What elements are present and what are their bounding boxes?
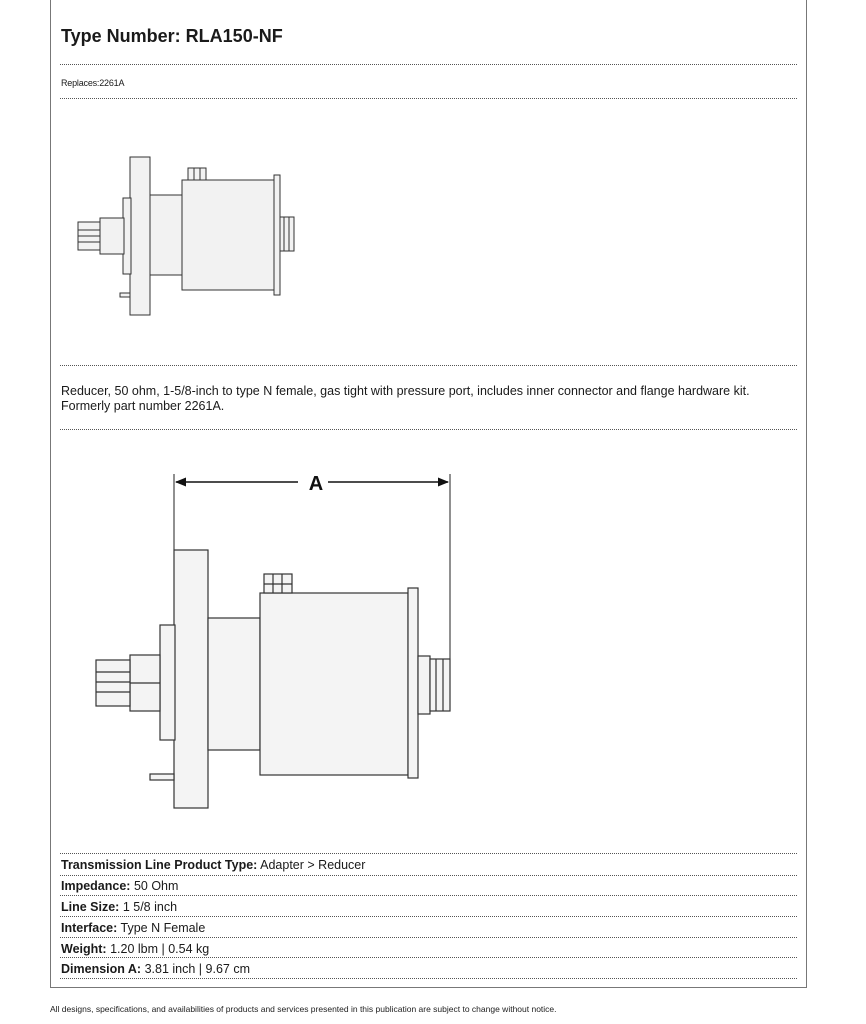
replaces-note: Replaces:2261A <box>61 78 125 88</box>
dimension-label: A <box>308 473 324 495</box>
divider <box>60 895 797 896</box>
divider <box>60 978 797 979</box>
divider <box>60 937 797 938</box>
spec-row-interface: Interface: Type N Female <box>61 921 206 935</box>
divider <box>60 875 797 876</box>
divider <box>60 957 797 958</box>
page-title: Type Number: RLA150-NF <box>61 26 283 46</box>
product-image <box>60 150 340 330</box>
spec-row-product-type: Transmission Line Product Type: Adapter > Reducer <box>61 858 366 872</box>
product-description: Reducer, 50 ohm, 1-5/8-inch to type N female, gas tight with pressure port, includes inner connector and flange hardware kit. Formerly part number 2261A. <box>61 384 750 413</box>
spec-row-weight: Weight: 1.20 lbm | 0.54 kg <box>61 942 210 956</box>
divider <box>60 365 797 366</box>
dimension-drawing <box>60 460 480 820</box>
divider <box>60 916 797 917</box>
divider <box>60 98 797 99</box>
spec-row-impedance: Impedance: 50 Ohm <box>61 879 179 893</box>
legal-footer: All designs, specifications, and availabilities of products and services presented in this publication are subject to change without notice. <box>50 1004 557 1014</box>
divider <box>60 853 797 854</box>
divider <box>60 429 797 430</box>
spec-row-dimension-a: Dimension A: 3.81 inch | 9.67 cm <box>61 962 250 976</box>
spec-row-line-size: Line Size: 1 5/8 inch <box>61 900 178 914</box>
divider <box>60 64 797 65</box>
